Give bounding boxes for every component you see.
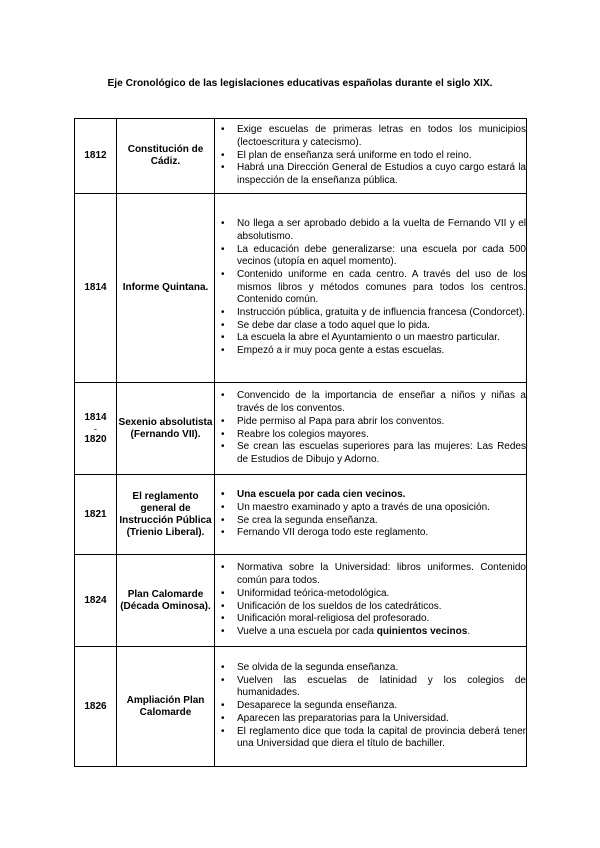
law-name-cell: El reglamento general de Instrucción Pública (Trienio Liberal).: [117, 475, 215, 555]
list-item: • Contenido uniforme en cada centro. A través del uso de los mismos libros y métodos comunes para todos los centros. Contenido común.: [237, 269, 526, 307]
list-item: • Habrá una Dirección General de Estudios a cuyo cargo estará la inspección de la enseñanza pública.: [237, 162, 526, 187]
year-end: 1820: [84, 433, 107, 445]
list-item: • Fernando VII deroga todo este reglamento.: [237, 527, 526, 540]
description-cell: [215, 383, 527, 475]
list-item: • El plan de enseñanza será uniforme en todo el reino.: [237, 150, 526, 163]
law-name-cell: Plan Calomarde (Década Ominosa).: [117, 555, 215, 647]
description-list: [215, 218, 526, 358]
list-item: • Unificación moral-religiosa del profesorado.: [237, 613, 526, 626]
timeline-table: [74, 118, 527, 767]
table-row: [75, 647, 527, 767]
list-item: • Instrucción pública, gratuita y de influencia francesa (Condorcet).: [237, 307, 526, 320]
description-cell: [215, 119, 527, 194]
description-list: [215, 390, 526, 466]
description-list: [215, 662, 526, 751]
year-separator: -: [94, 423, 97, 434]
description-cell: [215, 475, 527, 555]
year-cell: [75, 383, 117, 475]
list-item: • El reglamento dice que toda la capital de provincia deberá tener una Universidad que diera el título de bachiller.: [237, 726, 526, 751]
list-item: • Se olvida de la segunda enseñanza.: [237, 662, 526, 675]
table-row: [75, 383, 527, 475]
law-name-cell: Constitución de Cádiz.: [117, 119, 215, 194]
list-item: • Se crea la segunda enseñanza.: [237, 515, 526, 528]
year-cell: 1821: [75, 475, 117, 555]
description-list: [215, 124, 526, 188]
list-item: • Empezó a ir muy poca gente a estas escuelas.: [237, 345, 526, 358]
description-list: [215, 489, 526, 540]
list-item-text: Vuelve a una escuela por cada: [237, 625, 377, 637]
document-title: Eje Cronológico de las legislaciones educativas españolas durante el siglo XIX.: [107, 78, 493, 89]
table-row: [75, 119, 527, 194]
list-item: • Desaparece la segunda enseñanza.: [237, 700, 526, 713]
law-name-cell: Informe Quintana.: [117, 194, 215, 383]
list-item: • Vuelven las escuelas de latinidad y los colegios de humanidades.: [237, 675, 526, 700]
list-item: • La educación debe generalizarse: una escuela por cada 500 vecinos (utopía en aquel momento).: [237, 244, 526, 269]
description-cell: [215, 194, 527, 383]
list-item-end: .: [467, 625, 471, 637]
law-name-cell: Ampliación Plan Calomarde: [117, 647, 215, 767]
list-item: • Reabre los colegios mayores.: [237, 429, 526, 442]
description-list: [215, 562, 526, 638]
list-item: • Exige escuelas de primeras letras en todos los municipios (lectoescritura y catecismo).: [237, 124, 526, 149]
description-cell: [215, 647, 527, 767]
list-item-emphasis: quinientos vecinos: [376, 625, 468, 637]
list-item: • Normativa sobre la Universidad: libros uniformes. Contenido común para todos.: [237, 562, 526, 587]
year-start: 1814: [84, 411, 107, 423]
table-row: [75, 555, 527, 647]
year-cell: 1812: [75, 119, 117, 194]
list-item: [237, 626, 526, 639]
list-item: • Unificación de los sueldos de los catedráticos.: [237, 601, 526, 614]
list-item: • Un maestro examinado y apto a través de una oposición.: [237, 502, 526, 515]
list-item: • Pide permiso al Papa para abrir los conventos.: [237, 416, 526, 429]
law-name-cell: Sexenio absolutista (Fernando VII).: [117, 383, 215, 475]
list-item: • Convencido de la importancia de enseñar a niños y niñas a través de los conventos.: [237, 390, 526, 415]
description-cell: [215, 555, 527, 647]
table-row: [75, 475, 527, 555]
list-item: • No llega a ser aprobado debido a la vuelta de Fernando VII y el absolutismo.: [237, 218, 526, 243]
year-cell: 1824: [75, 555, 117, 647]
year-cell: 1814: [75, 194, 117, 383]
list-item: • Una escuela por cada cien vecinos.: [237, 489, 526, 502]
table-row: [75, 194, 527, 383]
list-item: • Uniformidad teórica-metodológica.: [237, 588, 526, 601]
list-item: • Se debe dar clase a todo aquel que lo pida.: [237, 320, 526, 333]
year-cell: 1826: [75, 647, 117, 767]
list-item: • Se crean las escuelas superiores para las mujeres: Las Redes de Estudios de Dibujo y Adorno.: [237, 441, 526, 466]
list-item: • Aparecen las preparatorias para la Universidad.: [237, 713, 526, 726]
list-item: • La escuela la abre el Ayuntamiento o un maestro particular.: [237, 332, 526, 345]
